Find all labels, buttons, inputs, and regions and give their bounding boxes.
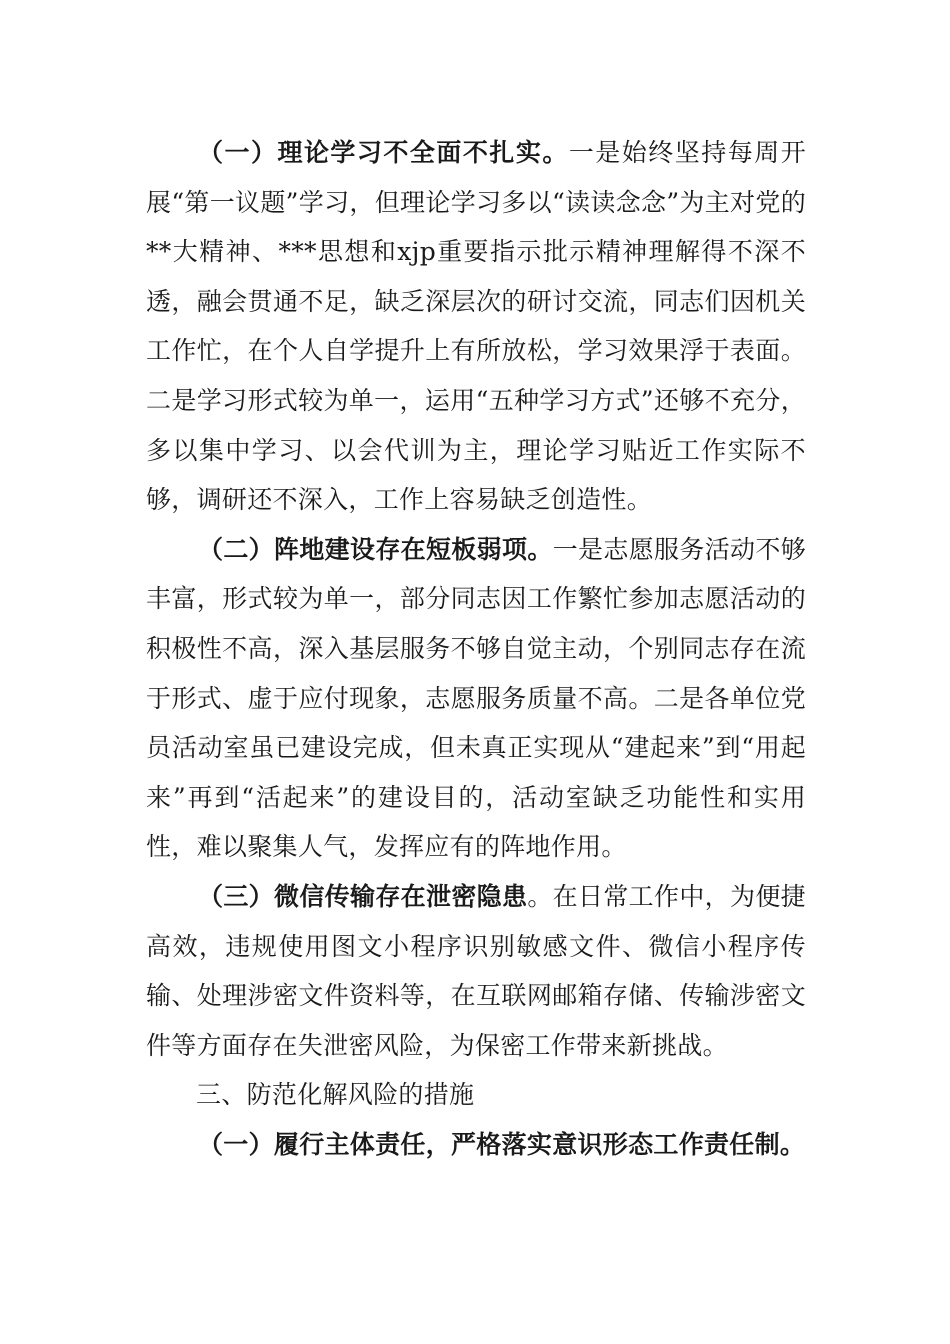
paragraph-body-text: 一是始终坚持每周开展“第一议题”学习，但理论学习多以“读读念念”为主对党的**大精神、***思想和xjp重要指示批示精神理解得不深不透，融会贯通不足，缺乏深层次的研讨交流，同志们因机关工作忙，在个人自学提升上有所放松，学习效果浮于表面。二是学习形式较为单一，运用“五种学习方式”还够不充分，多以集中学习、以会代训为主，理论学习贴近工作实际不够，调研还不深入，工作上容易缺乏创造性。 [146, 138, 807, 515]
paragraph-position-building [146, 525, 806, 872]
paragraph-lead-heading: （三）微信传输存在泄密隐患 [198, 881, 528, 911]
sub-heading: （一）履行主体责任，严格落实意识形态工作责任制。 [198, 1129, 806, 1159]
document-body [146, 128, 806, 1169]
paragraph-wechat-risk [146, 872, 806, 1070]
paragraph-lead-heading: （一）理论学习不全面不扎实。 [198, 138, 569, 167]
paragraph-body-text: 一是志愿服务活动不够丰富，形式较为单一，部分同志因工作繁忙参加志愿活动的积极性不高，深入基层服务不够自觉主动，个别同志存在流于形式、虚于应付现象，志愿服务质量不高。二是各单位党员活动室虽已建设完成，但未真正实现从“建起来”到“用起来”再到“活起来”的建设目的，活动室缺乏功能性和实用性，难以聚集人气，发挥应有的阵地作用。 [146, 534, 806, 862]
paragraph-body-text: 。在日常工作中，为便捷高效，违规使用图文小程序识别敏感文件、微信小程序传输、处理涉密文件资料等，在互联网邮箱存储、传输涉密文件等方面存在失泄密风险，为保密工作带来新挑战。 [146, 881, 806, 1060]
paragraph-lead-heading: （二）阵地建设存在短板弱项。 [198, 534, 553, 564]
section-heading: 三、防范化解风险的措施 [196, 1080, 475, 1110]
paragraph-theory-study [146, 128, 806, 525]
